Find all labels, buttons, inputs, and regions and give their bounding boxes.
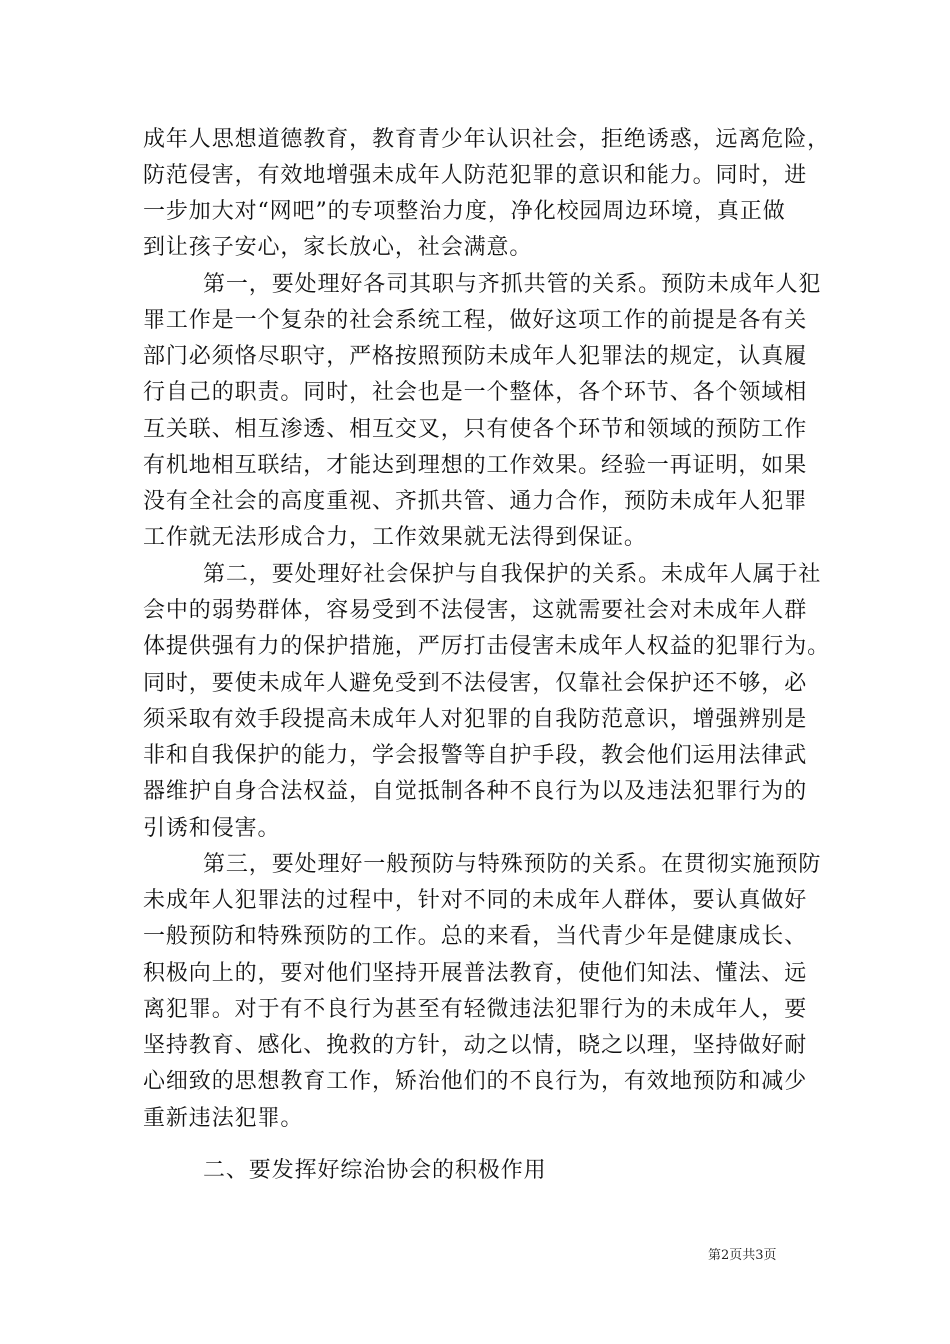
paragraph-first-line: 二、要发挥好综治协会的积极作用 (203, 1158, 547, 1183)
text-line: 一般预防和特殊预防的工作。总的来看，当代青少年是健康成长、 (143, 924, 808, 949)
text-line: 同时，要使未成年人避免受到不法侵害，仅靠社会保护还不够，必 (143, 671, 808, 696)
text-line: 引诱和侵害。 (143, 816, 281, 841)
paragraph-first-line: 第三，要处理好一般预防与特殊预防的关系。在贯彻实施预防 (203, 852, 822, 877)
text-line: 罪工作是一个复杂的社会系统工程，做好这项工作的前提是各有关 (143, 308, 808, 333)
text-line: 未成年人犯罪法的过程中，针对不同的未成年人群体，要认真做好 (143, 888, 808, 913)
text-line: 离犯罪。对于有不良行为甚至有轻微违法犯罪行为的未成年人，要 (143, 997, 808, 1022)
text-line: 坚持教育、感化、挽救的方针，动之以情，晓之以理，坚持做好耐 (143, 1033, 808, 1058)
text-line: 重新违法犯罪。 (143, 1106, 304, 1131)
page-number-indicator: 第2页共3页 (708, 1248, 777, 1263)
text-line: 体提供强有力的保护措施，严厉打击侵害未成年人权益的犯罪行为。 (143, 634, 831, 659)
text-line: 一步加大对“网吧”的专项整治力度，净化校园周边环境，真正做 (143, 199, 786, 224)
text-line: 非和自我保护的能力，学会报警等自护手段，教会他们运用法律武 (143, 743, 808, 768)
text-line: 工作就无法形成合力，工作效果就无法得到保证。 (143, 525, 647, 550)
text-line: 没有全社会的高度重视、齐抓共管、通力合作，预防未成年人犯罪 (143, 489, 808, 514)
text-line: 防范侵害，有效地增强未成年人防范犯罪的意识和能力。同时，进 (143, 163, 808, 188)
text-line: 心细致的思想教育工作，矫治他们的不良行为，有效地预防和减少 (143, 1069, 808, 1094)
text-line: 有机地相互联结，才能达到理想的工作效果。经验一再证明，如果 (143, 453, 808, 478)
text-line: 成年人思想道德教育，教育青少年认识社会，拒绝诱惑，远离危险， (143, 127, 831, 152)
text-line: 部门必须恪尽职守，严格按照预防未成年人犯罪法的规定，认真履 (143, 344, 808, 369)
text-line: 行自己的职责。同时，社会也是一个整体，各个环节、各个领域相 (143, 380, 808, 405)
text-line: 到让孩子安心，家长放心，社会满意。 (143, 235, 533, 260)
text-line: 须采取有效手段提高未成年人对犯罪的自我防范意识，增强辨别是 (143, 707, 808, 732)
paragraph-first-line: 第一，要处理好各司其职与齐抓共管的关系。预防未成年人犯 (203, 272, 822, 297)
text-line: 互关联、相互渗透、相互交叉，只有使各个环节和领域的预防工作 (143, 417, 808, 442)
text-line: 积极向上的，要对他们坚持开展普法教育，使他们知法、懂法、远 (143, 961, 808, 986)
text-line: 会中的弱势群体，容易受到不法侵害，这就需要社会对未成年人群 (143, 598, 808, 623)
text-line: 器维护自身合法权益，自觉抵制各种不良行为以及违法犯罪行为的 (143, 779, 808, 804)
paragraph-first-line: 第二，要处理好社会保护与自我保护的关系。未成年人属于社 (203, 562, 822, 587)
